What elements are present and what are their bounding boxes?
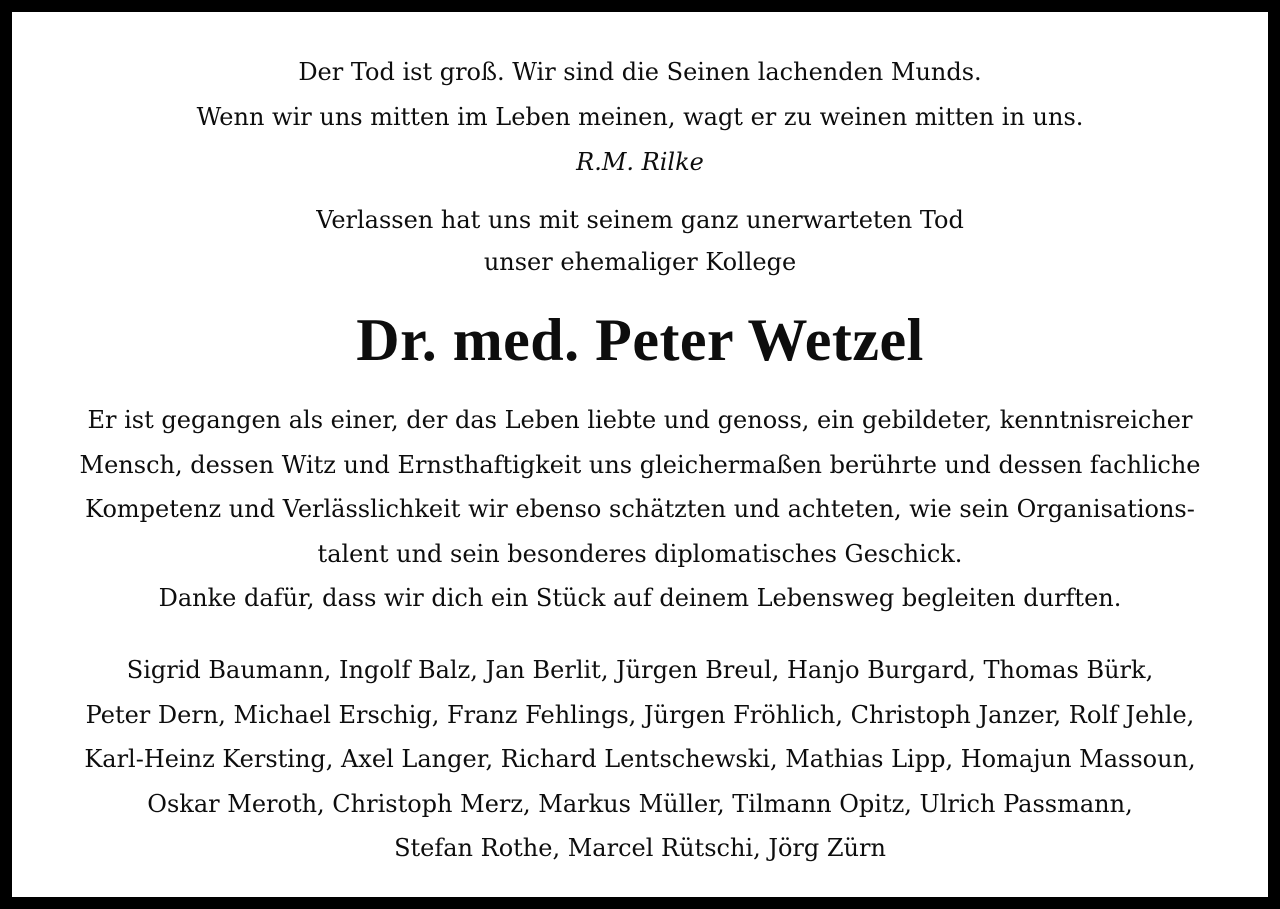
deceased-name: Dr. med. Peter Wetzel	[356, 307, 924, 373]
signers-line: Stefan Rothe, Marcel Rütschi, Jörg Zürn	[394, 834, 886, 862]
rilke-quote	[12, 50, 1268, 185]
tribute-line: Mensch, dessen Witz und Ernsthaftigkeit uns gleichermaßen berührte und dessen fachliche	[79, 450, 1201, 479]
intro-text	[12, 199, 1268, 283]
signers-list	[12, 648, 1268, 871]
tribute-line: Er ist gegangen als einer, der das Leben liebte und genoss, ein gebildeter, kenntnisreicher	[87, 406, 1193, 434]
signers-line: Peter Dern, Michael Erschig, Franz Fehlings, Jürgen Fröhlich, Christoph Janzer, Rolf Jehle,	[85, 700, 1195, 729]
quote-line: Wenn wir uns mitten im Leben meinen, wagt er zu weinen mitten in uns.	[196, 103, 1084, 131]
obituary-notice	[12, 12, 1268, 897]
tribute-text	[12, 398, 1268, 621]
tribute-line: Kompetenz und Verlässlichkeit wir ebenso schätzten und achteten, wie sein Organisations-	[85, 495, 1195, 523]
signers-line: Oskar Meroth, Christoph Merz, Markus Müller, Tilmann Opitz, Ulrich Passmann,	[147, 789, 1133, 818]
quote-author: R.M. Rilke	[576, 148, 704, 176]
tribute-line: talent und sein besonderes diplomatisches Geschick.	[317, 539, 963, 568]
signers-line: Karl-Heinz Kersting, Axel Langer, Richard Lentschewski, Mathias Lipp, Homajun Massoun,	[84, 745, 1196, 773]
tribute-line: Danke dafür, dass wir dich ein Stück auf deinem Lebensweg begleiten durften.	[158, 584, 1122, 612]
intro-line: Verlassen hat uns mit seinem ganz unerwarteten Tod	[316, 206, 964, 234]
intro-line: unser ehemaliger Kollege	[483, 248, 797, 276]
quote-line: Der Tod ist groß. Wir sind die Seinen lachenden Munds.	[298, 58, 982, 86]
signers-line: Sigrid Baumann, Ingolf Balz, Jan Berlit, Jürgen Breul, Hanjo Burgard, Thomas Bürk,	[126, 656, 1154, 684]
